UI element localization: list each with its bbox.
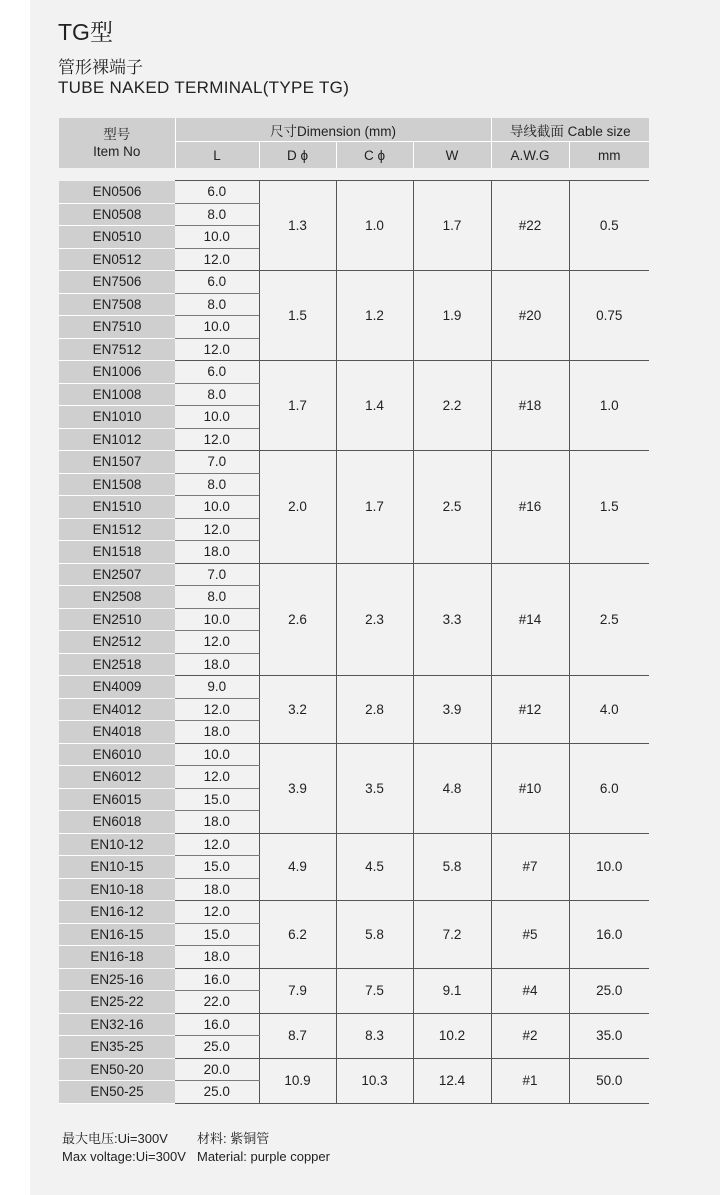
item-no-cell: EN7506	[59, 271, 175, 294]
page	[30, 0, 720, 1195]
w-width-cell: 12.4	[413, 1058, 491, 1103]
c-diameter-cell: 10.3	[336, 1058, 413, 1103]
w-width-cell: 1.9	[413, 271, 491, 361]
awg-cell: #22	[491, 181, 569, 271]
c-diameter-cell: 1.2	[336, 271, 413, 361]
cable-mm-cell: 4.0	[569, 676, 649, 744]
cable-mm-cell: 10.0	[569, 833, 649, 901]
length-cell: 18.0	[175, 878, 259, 901]
length-cell: 18.0	[175, 721, 259, 744]
col-w-header: W	[413, 142, 491, 169]
length-cell: 12.0	[175, 338, 259, 361]
awg-cell: #16	[491, 451, 569, 564]
item-no-cell: EN16-18	[59, 946, 175, 969]
item-no-cell: EN1012	[59, 428, 175, 451]
w-width-cell: 10.2	[413, 1013, 491, 1058]
length-cell: 12.0	[175, 901, 259, 924]
table-row	[59, 1058, 649, 1081]
length-cell: 6.0	[175, 181, 259, 204]
item-no-cell: EN1006	[59, 361, 175, 384]
cable-mm-cell: 0.75	[569, 271, 649, 361]
length-cell: 10.0	[175, 496, 259, 519]
awg-cell: #5	[491, 901, 569, 969]
w-width-cell: 3.9	[413, 676, 491, 744]
table-row	[59, 676, 649, 699]
w-width-cell: 2.5	[413, 451, 491, 564]
col-l-header: L	[175, 142, 259, 169]
length-cell: 12.0	[175, 833, 259, 856]
length-cell: 12.0	[175, 631, 259, 654]
item-no-cell: EN1518	[59, 541, 175, 564]
item-no-cell: EN10-18	[59, 878, 175, 901]
awg-cell: #20	[491, 271, 569, 361]
length-cell: 6.0	[175, 271, 259, 294]
item-no-cell: EN10-15	[59, 856, 175, 879]
c-diameter-cell: 2.3	[336, 563, 413, 676]
item-no-cell: EN2510	[59, 608, 175, 631]
length-cell: 16.0	[175, 1013, 259, 1036]
d-diameter-cell: 4.9	[259, 833, 336, 901]
d-diameter-cell: 1.3	[259, 181, 336, 271]
d-diameter-cell: 8.7	[259, 1013, 336, 1058]
length-cell: 12.0	[175, 698, 259, 721]
voltage-cn: 最大电压:Ui=300V	[62, 1131, 168, 1146]
length-cell: 22.0	[175, 991, 259, 1014]
item-no-cell: EN1010	[59, 406, 175, 429]
cable-mm-cell: 6.0	[569, 743, 649, 833]
length-cell: 18.0	[175, 946, 259, 969]
item-no-cell: EN1507	[59, 451, 175, 474]
length-cell: 8.0	[175, 383, 259, 406]
c-diameter-cell: 1.7	[336, 451, 413, 564]
item-no-cell: EN1508	[59, 473, 175, 496]
table-row	[59, 563, 649, 586]
item-no-cell: EN6015	[59, 788, 175, 811]
item-no-cell: EN0506	[59, 181, 175, 204]
item-no-cell: EN0512	[59, 248, 175, 271]
w-width-cell: 5.8	[413, 833, 491, 901]
page-title: TG型	[58, 19, 113, 45]
length-cell: 6.0	[175, 361, 259, 384]
d-diameter-cell: 2.0	[259, 451, 336, 564]
table-row	[59, 181, 649, 204]
col-d-header: D ϕ	[259, 142, 336, 169]
voltage-en: Max voltage:Ui=300V	[62, 1149, 186, 1164]
length-cell: 12.0	[175, 248, 259, 271]
item-no-cell: EN0510	[59, 226, 175, 249]
table-row	[59, 901, 649, 924]
item-no-header	[59, 118, 175, 168]
length-cell: 9.0	[175, 676, 259, 699]
table-row	[59, 271, 649, 294]
dimension-header: 尺寸Dimension (mm)	[175, 118, 491, 142]
item-no-cell: EN7508	[59, 293, 175, 316]
awg-cell: #10	[491, 743, 569, 833]
c-diameter-cell: 7.5	[336, 968, 413, 1013]
length-cell: 8.0	[175, 473, 259, 496]
material-cn: 材料: 紫铜管	[197, 1131, 270, 1146]
cable-mm-cell: 1.0	[569, 361, 649, 451]
item-no-cell: EN1008	[59, 383, 175, 406]
awg-cell: #18	[491, 361, 569, 451]
length-cell: 10.0	[175, 316, 259, 339]
length-cell: 7.0	[175, 563, 259, 586]
item-no-cell: EN0508	[59, 203, 175, 226]
length-cell: 15.0	[175, 788, 259, 811]
item-no-cell: EN1512	[59, 518, 175, 541]
d-diameter-cell: 2.6	[259, 563, 336, 676]
c-diameter-cell: 3.5	[336, 743, 413, 833]
c-diameter-cell: 5.8	[336, 901, 413, 969]
c-diameter-cell: 2.8	[336, 676, 413, 744]
c-diameter-cell: 8.3	[336, 1013, 413, 1058]
material-en: Material: purple copper	[197, 1149, 330, 1164]
cable-mm-cell: 1.5	[569, 451, 649, 564]
w-width-cell: 3.3	[413, 563, 491, 676]
item-no-cell: EN50-25	[59, 1081, 175, 1104]
awg-cell: #2	[491, 1013, 569, 1058]
length-cell: 15.0	[175, 856, 259, 879]
awg-cell: #4	[491, 968, 569, 1013]
spec-table	[59, 118, 649, 1104]
cable-mm-cell: 50.0	[569, 1058, 649, 1103]
table-row	[59, 451, 649, 474]
d-diameter-cell: 3.2	[259, 676, 336, 744]
c-diameter-cell: 1.4	[336, 361, 413, 451]
item-no-cell: EN4009	[59, 676, 175, 699]
cable-mm-cell: 2.5	[569, 563, 649, 676]
c-diameter-cell: 1.0	[336, 181, 413, 271]
item-no-cell: EN32-16	[59, 1013, 175, 1036]
d-diameter-cell: 1.5	[259, 271, 336, 361]
col-mm-header: mm	[569, 142, 649, 169]
w-width-cell: 9.1	[413, 968, 491, 1013]
d-diameter-cell: 1.7	[259, 361, 336, 451]
item-no-cell: EN2512	[59, 631, 175, 654]
length-cell: 10.0	[175, 226, 259, 249]
length-cell: 8.0	[175, 586, 259, 609]
length-cell: 12.0	[175, 518, 259, 541]
awg-cell: #14	[491, 563, 569, 676]
col-awg-header: A.W.G	[491, 142, 569, 169]
footer-notes	[62, 1130, 330, 1166]
item-no-cell: EN2508	[59, 586, 175, 609]
length-cell: 18.0	[175, 653, 259, 676]
item-no-cell: EN6012	[59, 766, 175, 789]
item-no-cell: EN4018	[59, 721, 175, 744]
w-width-cell: 7.2	[413, 901, 491, 969]
length-cell: 7.0	[175, 451, 259, 474]
table-body	[59, 181, 649, 1104]
length-cell: 12.0	[175, 766, 259, 789]
table-row	[59, 743, 649, 766]
w-width-cell: 1.7	[413, 181, 491, 271]
item-no-cell: EN7512	[59, 338, 175, 361]
length-cell: 18.0	[175, 811, 259, 834]
subtitle-english: TUBE NAKED TERMINAL(TYPE TG)	[58, 78, 350, 97]
subtitle-chinese: 管形裸端子	[58, 58, 143, 77]
item-no-cell: EN10-12	[59, 833, 175, 856]
table-row	[59, 1013, 649, 1036]
length-cell: 15.0	[175, 923, 259, 946]
item-no-cell: EN2507	[59, 563, 175, 586]
item-header-en: Item No	[93, 144, 141, 159]
table-row	[59, 968, 649, 991]
length-cell: 8.0	[175, 293, 259, 316]
item-no-cell: EN16-12	[59, 901, 175, 924]
awg-cell: #7	[491, 833, 569, 901]
item-no-cell: EN25-22	[59, 991, 175, 1014]
length-cell: 16.0	[175, 968, 259, 991]
length-cell: 12.0	[175, 428, 259, 451]
length-cell: 10.0	[175, 743, 259, 766]
item-no-cell: EN35-25	[59, 1036, 175, 1059]
item-no-cell: EN2518	[59, 653, 175, 676]
item-no-cell: EN50-20	[59, 1058, 175, 1081]
d-diameter-cell: 3.9	[259, 743, 336, 833]
d-diameter-cell: 7.9	[259, 968, 336, 1013]
length-cell: 10.0	[175, 608, 259, 631]
item-no-cell: EN16-15	[59, 923, 175, 946]
item-no-cell: EN25-16	[59, 968, 175, 991]
item-no-cell: EN6018	[59, 811, 175, 834]
item-no-cell: EN4012	[59, 698, 175, 721]
w-width-cell: 4.8	[413, 743, 491, 833]
d-diameter-cell: 10.9	[259, 1058, 336, 1103]
c-diameter-cell: 4.5	[336, 833, 413, 901]
awg-cell: #1	[491, 1058, 569, 1103]
item-no-cell: EN6010	[59, 743, 175, 766]
table-row	[59, 361, 649, 384]
length-cell: 10.0	[175, 406, 259, 429]
item-no-cell: EN7510	[59, 316, 175, 339]
table-row	[59, 833, 649, 856]
length-cell: 25.0	[175, 1081, 259, 1104]
cable-mm-cell: 25.0	[569, 968, 649, 1013]
w-width-cell: 2.2	[413, 361, 491, 451]
length-cell: 18.0	[175, 541, 259, 564]
item-no-cell: EN1510	[59, 496, 175, 519]
awg-cell: #12	[491, 676, 569, 744]
length-cell: 25.0	[175, 1036, 259, 1059]
item-header-cn: 型号	[103, 127, 131, 142]
length-cell: 20.0	[175, 1058, 259, 1081]
table-header	[59, 118, 649, 181]
length-cell: 8.0	[175, 203, 259, 226]
col-c-header: C ϕ	[336, 142, 413, 169]
cable-mm-cell: 35.0	[569, 1013, 649, 1058]
cable-mm-cell: 0.5	[569, 181, 649, 271]
cable-size-header: 导线截面 Cable size	[491, 118, 649, 142]
d-diameter-cell: 6.2	[259, 901, 336, 969]
cable-mm-cell: 16.0	[569, 901, 649, 969]
